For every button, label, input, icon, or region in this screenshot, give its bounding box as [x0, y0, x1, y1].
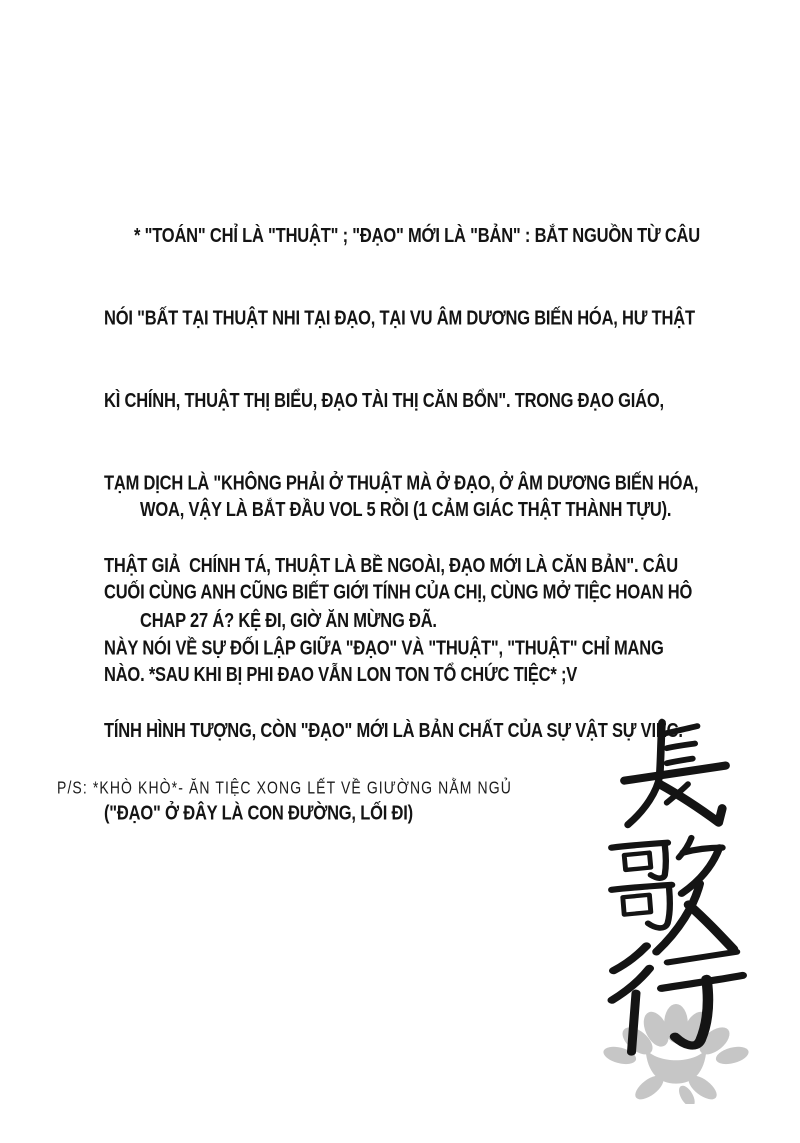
text-line: ("ĐẠO" Ở ĐÂY LÀ CON ĐƯỜNG, LỐI ĐI) — [104, 802, 413, 825]
text-line: NÀO. *SAU KHI BỊ PHI ĐAO VẪN LON TON TỔ CHỨC TIỆC* ;V — [104, 663, 578, 686]
text-line: TẠM DỊCH LÀ "KHÔNG PHẢI Ở THUẬT MÀ Ở ĐẠO, Ở ÂM DƯƠNG BIẾN HÓA, — [104, 472, 699, 495]
chap-27-line — [140, 552, 437, 690]
text-line: NÀY NÓI VỀ SỰ ĐỐI LẬP GIỮA "ĐẠO" VÀ "THUẬT", "THUẬT" CHỈ MANG — [104, 637, 664, 660]
kanji-chang-icon — [616, 718, 734, 834]
text-line: * "TOÁN" CHỈ LÀ "THUẬT" ; "ĐẠO" MỚI LÀ "BẢN" : BẮT NGUỒN TỪ CÂU — [134, 224, 700, 247]
text-line: NÓI "BẤT TẠI THUẬT NHI TẠI ĐẠO, TẠI VU ÂM DƯƠNG BIẾN HÓA, HƯ THẬT — [104, 307, 695, 330]
text-line: THẬT GIẢ CHÍNH TÁ, THUẬT LÀ BỀ NGOÀI, ĐẠO MỚI LÀ CĂN BẢN". CÂU — [104, 554, 678, 577]
calligraphy-changgexing — [598, 712, 768, 1112]
text-line: WOA, VẬY LÀ BẮT ĐẦU VOL 5 RỒI (1 CẢM GIÁC THẬT THÀNH TỰU). — [140, 498, 672, 521]
kanji-xing-icon — [600, 940, 750, 1058]
text-line: CHAP 27 Á? KỆ ĐI, GIỜ ĂN MỪNG ĐÃ. — [140, 609, 437, 632]
text-line: CUỐI CÙNG ANH CŨNG BIẾT GIỚI TÍNH CỦA CHỊ, CÙNG MỞ TIỆC HOAN HÔ — [104, 581, 693, 604]
postscript-line: P/S: *KHÒ KHÒ*- ĂN TIỆC XONG LẾT VỀ GIƯỜNG NẰM NGỦ — [57, 777, 512, 797]
text-line: KÌ CHÍNH, THUẬT THỊ BIỂU, ĐẠO TÀI THỊ CĂN BỔN". TRONG ĐẠO GIÁO, — [104, 389, 664, 412]
text-line: TÍNH HÌNH TƯỢNG, CÒN "ĐẠO" MỚI LÀ BẢN CHẤT CỦA SỰ VẬT SỰ VIỆC. — [104, 719, 683, 742]
